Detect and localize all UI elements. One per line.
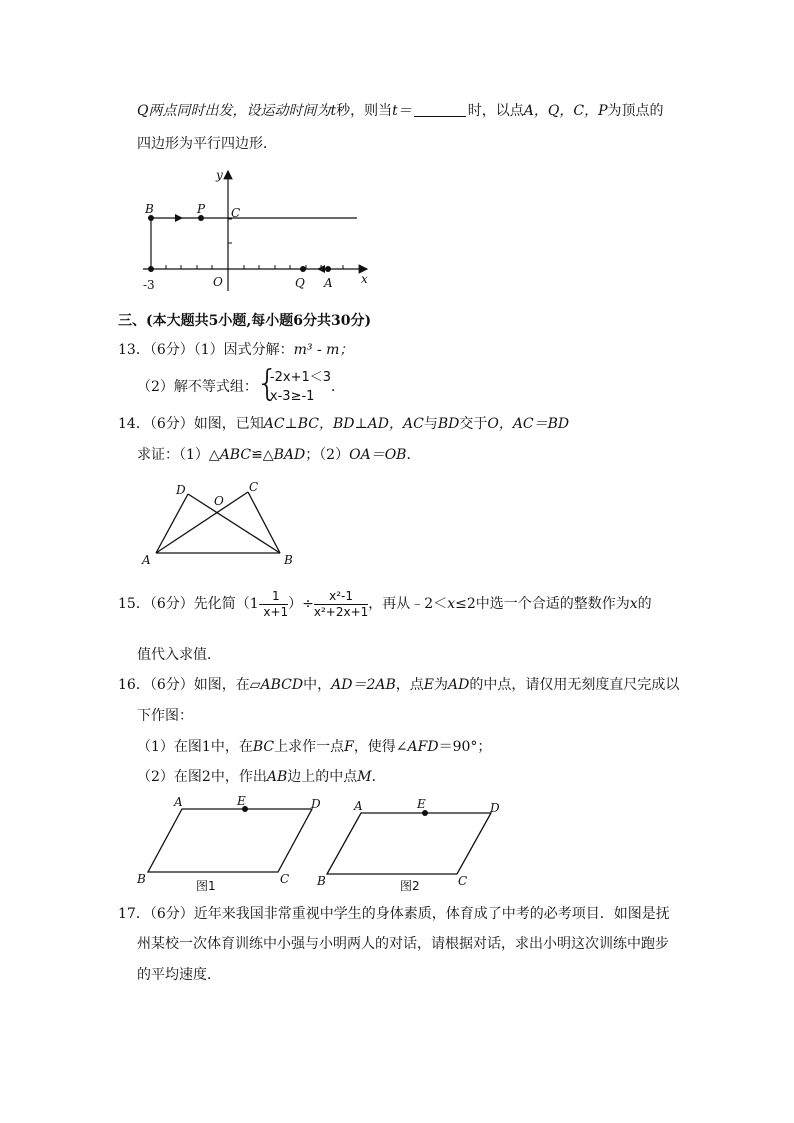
q16-text: 中， [303, 677, 332, 693]
q14-math: ABC [219, 447, 252, 463]
q15-line2: 值代入求值． [137, 647, 221, 663]
q13-line1 [118, 340, 353, 360]
parallelogram-abcd [148, 809, 312, 872]
q12-text: Q两点同时出发，设运动时间为 [137, 103, 331, 119]
point-neg3 [148, 266, 154, 272]
q16-text: ，点 [395, 677, 424, 693]
q16-math: M [357, 769, 372, 785]
label-c: C [249, 480, 259, 494]
answer-blank[interactable] [414, 103, 466, 117]
q15-var: x [629, 596, 638, 612]
q17-line3: 的平均速度． [137, 967, 221, 983]
segment-cb [248, 492, 280, 553]
label-a: A [174, 795, 183, 809]
fraction-1-numerator: 1 [263, 589, 288, 605]
q16-text: ． [371, 769, 386, 785]
q16-text: （2）在图2中，作出 [137, 769, 267, 785]
q14-math: OA＝OB [349, 447, 407, 463]
label-a: A [142, 553, 151, 567]
q16-math: E [423, 677, 434, 693]
q14-line2 [137, 445, 420, 465]
q13-line2 [137, 368, 345, 406]
q14-text: 14．（6分）如图，已知 [118, 416, 264, 432]
q16-sub1 [137, 737, 491, 757]
point-q [300, 266, 306, 272]
q13-sub2-label: （2）解不等式组： [137, 379, 258, 395]
coordinate-figure [135, 165, 395, 295]
label-o: O [214, 494, 224, 508]
var-t: t [330, 103, 337, 119]
label-o: O [213, 275, 223, 289]
fraction-2-numerator: x²-1 [314, 589, 368, 605]
q15-text: 15．（6分）先化简（1- [118, 596, 264, 612]
fig1-caption: 图1 [196, 879, 216, 893]
q15-text: ）÷ [288, 596, 314, 612]
label-y: y [216, 168, 223, 182]
point-a [325, 266, 331, 272]
segment-db [188, 494, 280, 553]
q13-end: ． [331, 379, 346, 395]
label-b: B [284, 553, 293, 567]
q16-text: ，使得∠ [353, 739, 408, 755]
q13-expression: m³ - m； [293, 342, 354, 358]
label-b: B [145, 202, 154, 216]
q16-text: 16．（6分）如图，在▱ [118, 677, 261, 693]
points-list: A，Q，C，P [523, 103, 608, 119]
q16-math: AB [266, 769, 288, 785]
fraction-1 [263, 589, 288, 620]
q16-math: AFD [407, 739, 439, 755]
q14-math: AC⊥BC，BD⊥AD，AC [263, 416, 424, 432]
q15-text: 的 [637, 596, 652, 612]
inequality-system [258, 368, 331, 406]
fig2-caption: 图2 [400, 879, 420, 893]
q14-math: BD [437, 416, 460, 432]
segment-ac [156, 492, 248, 553]
q12-text: 秒，则当 [336, 103, 393, 119]
parallelogram-figure-1 [134, 794, 334, 894]
motion-arrow-p [175, 214, 183, 222]
inequality-2: x-3≥-1 [269, 389, 315, 404]
q14-text: 与 [423, 416, 438, 432]
t-equals: t＝ [392, 103, 412, 119]
q14-figure [138, 476, 308, 571]
label-c: C [458, 874, 468, 888]
q15-line1 [118, 586, 652, 622]
q12-text: 为顶点的 [607, 103, 664, 119]
q16-math: AD [447, 677, 470, 693]
q16-math: F [344, 739, 354, 755]
parallelogram-abcd [327, 813, 491, 874]
q16-math: BC [252, 739, 275, 755]
label-c: C [280, 872, 290, 886]
section-title: 三、(本大题共5小题,每小题6分共30分) [118, 313, 372, 329]
label-q: Q [295, 276, 305, 290]
q12-line1 [137, 101, 664, 121]
segment-ad [156, 494, 188, 553]
q13-number: 13．（6分）（1）因式分解： [118, 342, 294, 358]
q14-text: ． [406, 447, 421, 463]
q14-text: 交于 [459, 416, 488, 432]
q12-line2 [137, 134, 277, 154]
label-x: x [361, 272, 368, 286]
label-b: B [317, 874, 326, 888]
q16-text: 边上的中点 [287, 769, 358, 785]
q16-sub2 [137, 767, 386, 787]
label-neg3: -3 [143, 278, 155, 292]
label-a: A [354, 799, 363, 813]
label-e: E [417, 797, 426, 811]
q12-text: 时，以点 [467, 103, 524, 119]
q15-text: ≤2中选一个合适的整数作为 [455, 596, 630, 612]
fraction-2-denominator: x²+2x+1 [313, 604, 369, 619]
x-ticks [166, 265, 343, 269]
q16-text: 上求作一点 [274, 739, 345, 755]
q16-text: 的中点，请仅用无刻度直尺完成以 [469, 677, 680, 693]
q16-math: AD＝2AB [331, 677, 396, 693]
q16-text: 为 [433, 677, 448, 693]
q16-line2: 下作图： [137, 708, 193, 724]
label-d: D [490, 801, 500, 815]
label-d: D [311, 797, 321, 811]
q14-text: ≌△ [251, 447, 274, 463]
label-a: A [324, 276, 333, 290]
q15-var: x [447, 596, 456, 612]
label-c: C [231, 206, 241, 220]
q14-math: O，AC＝BD [487, 416, 570, 432]
label-p: P [197, 202, 206, 216]
q17-line1: 17．（6分）近年来我国非常重视中学生的身体素质，体育成了中考的必考项目．如图是抚 [118, 906, 670, 922]
q14-text: ；（2） [305, 447, 350, 463]
q15-text: ，再从﹣2＜ [368, 596, 448, 612]
q16-line1 [118, 675, 679, 695]
y-ticks [228, 219, 232, 243]
q14-math: BAD [273, 447, 306, 463]
q17-line2: 州某校一次体育训练中小强与小明两人的对话，请根据对话，求出小明这次训练中跑步 [137, 936, 669, 952]
fraction-2 [314, 589, 368, 620]
q16-text: ＝90°； [438, 739, 492, 755]
q14-text: 求证：（1）△ [137, 447, 220, 463]
q14-line1 [118, 414, 569, 434]
parallelogram-figure-2 [314, 796, 514, 896]
label-d: D [176, 483, 186, 497]
inequality-1: { -2x+1＜3 [269, 370, 332, 385]
label-e: E [237, 794, 246, 808]
q12-text: 四边形为平行四边形． [137, 136, 277, 152]
label-b: B [137, 872, 146, 886]
q16-math: ABCD [260, 677, 304, 693]
fraction-1-denominator: x+1 [263, 604, 289, 619]
q16-text: （1）在图1中，在 [137, 739, 253, 755]
